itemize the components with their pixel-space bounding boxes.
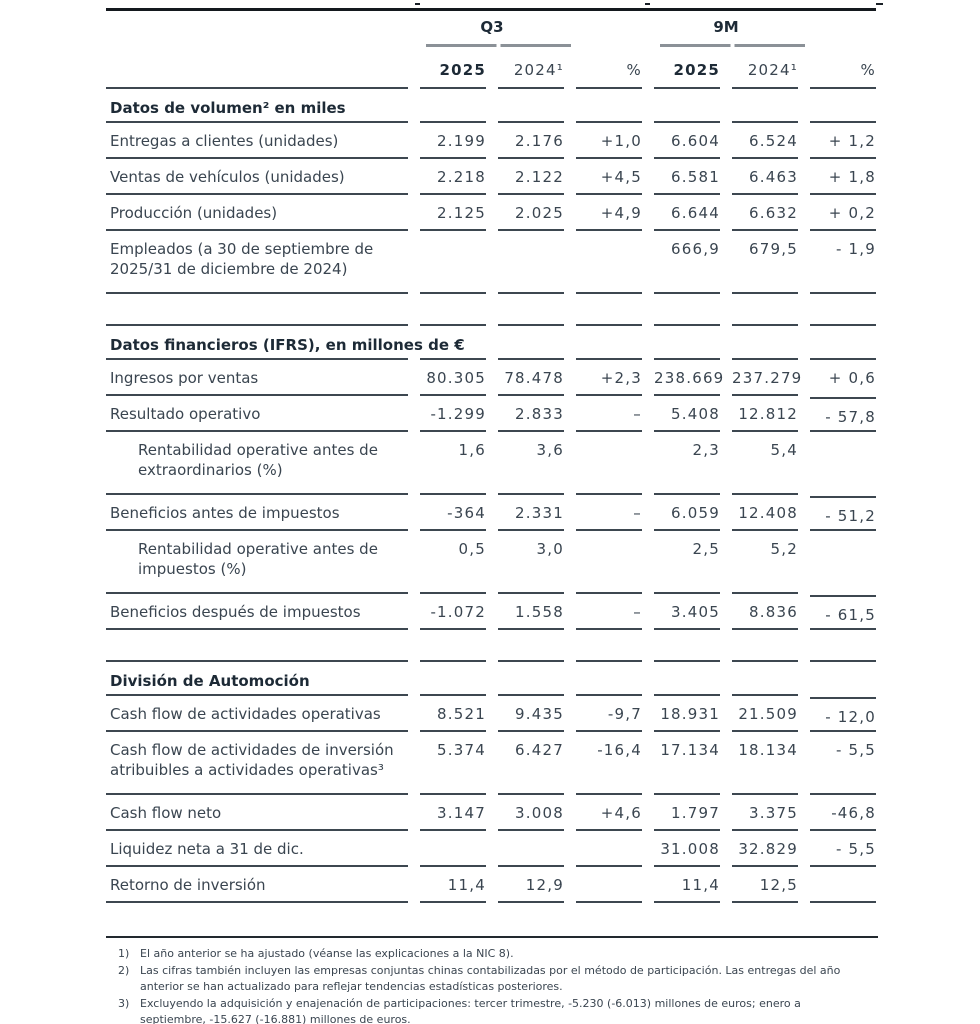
footnote xyxy=(106,996,878,1024)
cell-value xyxy=(810,324,876,358)
table-row xyxy=(106,694,876,730)
table-row xyxy=(106,394,876,430)
cell-value xyxy=(732,901,798,911)
cell-value xyxy=(576,87,642,121)
footnote-number: 3) xyxy=(118,996,130,1010)
cell-value: - 5,5 xyxy=(810,730,876,793)
row-label: Beneficios después de impuestos xyxy=(106,592,408,628)
cell-value: 6.427 xyxy=(498,730,564,793)
cell-value: 21.509 xyxy=(732,694,798,730)
cell-value: 3.008 xyxy=(498,793,564,829)
row-label: Producción (unidades) xyxy=(106,193,408,229)
cell-value xyxy=(498,87,564,121)
table-row xyxy=(106,157,876,193)
cell-value xyxy=(732,628,798,660)
cell-value xyxy=(654,660,720,694)
footnotes xyxy=(106,936,878,1024)
row-label: Rentabilidad operative antes de extraordinarios (%) xyxy=(106,430,408,493)
cell-value: - 57,8 xyxy=(810,397,876,433)
cell-value: 12,5 xyxy=(732,865,798,901)
cell-value: 12.812 xyxy=(732,394,798,430)
cell-value xyxy=(810,87,876,121)
spacer-row xyxy=(106,292,876,324)
cell-value: -9,7 xyxy=(576,694,642,730)
cell-value: - 12,0 xyxy=(810,697,876,733)
footnote-number: 1) xyxy=(118,946,130,960)
cell-value xyxy=(810,628,876,660)
table-row xyxy=(106,193,876,229)
cell-value: -1.299 xyxy=(420,394,486,430)
cell-value xyxy=(498,628,564,660)
cell-value xyxy=(732,660,798,694)
col-group-label: 9M xyxy=(713,17,739,36)
cell-value: 11,4 xyxy=(420,865,486,901)
cell-value xyxy=(420,292,486,324)
col-header-q3-2025: 2025 xyxy=(439,60,486,79)
cell-value xyxy=(810,660,876,694)
row-label: Datos de volumen² en miles xyxy=(106,87,408,121)
cell-value xyxy=(810,292,876,324)
col-header-9m-2024: 2024¹ xyxy=(747,60,798,79)
cell-value: 6.604 xyxy=(654,121,720,157)
cell-value: 80.305 xyxy=(420,358,486,394)
cell-value xyxy=(420,829,486,865)
cell-value: 3,0 xyxy=(498,529,564,592)
cell-value: – xyxy=(576,394,642,430)
table-row xyxy=(106,592,876,628)
cell-value: 2.331 xyxy=(498,493,564,529)
cell-value xyxy=(576,529,642,592)
row-label xyxy=(106,47,408,87)
cell-value: 12.408 xyxy=(732,493,798,529)
cell-value xyxy=(732,292,798,324)
cell-value: - 1,9 xyxy=(810,229,876,292)
cell-value xyxy=(810,865,876,901)
cell-value: 5.408 xyxy=(654,394,720,430)
column-header-row xyxy=(106,47,876,87)
cell-value xyxy=(810,901,876,911)
cell-value xyxy=(420,901,486,911)
footnote-number: 2) xyxy=(118,963,130,977)
cell-value: 11,4 xyxy=(654,865,720,901)
cell-value xyxy=(732,87,798,121)
cell-value: 2.025 xyxy=(498,193,564,229)
cell-value xyxy=(576,865,642,901)
row-label: Resultado operativo xyxy=(106,394,408,430)
cell-value: - 5,5 xyxy=(810,829,876,865)
cell-value: 5,2 xyxy=(732,529,798,592)
cell-value: – xyxy=(576,592,642,628)
row-label: Cash flow de actividades operativas xyxy=(106,694,408,730)
cell-value: 18.134 xyxy=(732,730,798,793)
cell-value xyxy=(576,430,642,493)
cell-value xyxy=(420,87,486,121)
col-group-label: Q3 xyxy=(480,17,504,36)
cell-value xyxy=(576,628,642,660)
cell-value: 5.374 xyxy=(420,730,486,793)
cell-value: + 1,8 xyxy=(810,157,876,193)
cell-value: 238.669 xyxy=(654,358,720,394)
table-row xyxy=(106,793,876,829)
cell-value: 8.836 xyxy=(732,592,798,628)
cell-value: 6.059 xyxy=(654,493,720,529)
cell-value: 18.931 xyxy=(654,694,720,730)
cell-value xyxy=(576,901,642,911)
table-row xyxy=(106,865,876,901)
section-header-row xyxy=(106,87,876,121)
col-header-9m-pct: % xyxy=(860,60,876,79)
cell-value: + 0,6 xyxy=(810,358,876,394)
cell-value: + 0,2 xyxy=(810,193,876,229)
footnote-divider xyxy=(106,936,878,938)
cell-value: 3.147 xyxy=(420,793,486,829)
cell-value xyxy=(654,901,720,911)
table-row xyxy=(106,121,876,157)
column-group-row xyxy=(106,11,876,47)
col-header-q3-2024: 2024¹ xyxy=(513,60,564,79)
crop-tick xyxy=(415,3,420,5)
cell-value xyxy=(498,292,564,324)
cell-value: -1.072 xyxy=(420,592,486,628)
cell-value xyxy=(576,292,642,324)
cell-value: 12,9 xyxy=(498,865,564,901)
cell-value: – xyxy=(576,493,642,529)
financial-summary-table xyxy=(106,8,876,903)
table-bottom-border xyxy=(106,901,876,903)
row-label xyxy=(106,292,408,324)
cell-value: 2.218 xyxy=(420,157,486,193)
cell-value: 237.279 xyxy=(732,358,798,394)
cell-value xyxy=(732,324,798,358)
cell-value: 2.122 xyxy=(498,157,564,193)
cell-value: +4,5 xyxy=(576,157,642,193)
cell-value xyxy=(420,628,486,660)
cell-value: 1.558 xyxy=(498,592,564,628)
spacer-row xyxy=(106,628,876,660)
cell-value: -364 xyxy=(420,493,486,529)
table-row xyxy=(106,529,876,592)
row-label: Retorno de inversión xyxy=(106,865,408,901)
cell-value xyxy=(654,324,720,358)
table-row xyxy=(106,829,876,865)
cell-value xyxy=(498,324,564,358)
table-row xyxy=(106,358,876,394)
row-label xyxy=(106,628,408,660)
row-label: Liquidez neta a 31 de dic. xyxy=(106,829,408,865)
cell-value: 6.644 xyxy=(654,193,720,229)
cell-value xyxy=(576,660,642,694)
row-label: Beneficios antes de impuestos xyxy=(106,493,408,529)
cell-value: -46,8 xyxy=(810,793,876,829)
cell-value: 2.176 xyxy=(498,121,564,157)
footnote xyxy=(106,963,878,995)
cell-value: 666,9 xyxy=(654,229,720,292)
cell-value xyxy=(654,628,720,660)
table-body xyxy=(106,87,876,903)
section-header-row xyxy=(106,660,876,694)
row-label: Entregas a clientes (unidades) xyxy=(106,121,408,157)
table-row xyxy=(106,493,876,529)
cell-value: 9.435 xyxy=(498,694,564,730)
cell-value: 679,5 xyxy=(732,229,798,292)
cell-value: 1,6 xyxy=(420,430,486,493)
cell-value: +4,9 xyxy=(576,193,642,229)
cell-value xyxy=(420,324,486,358)
cell-value xyxy=(576,229,642,292)
cell-value xyxy=(420,660,486,694)
cell-value: -16,4 xyxy=(576,730,642,793)
crop-tick xyxy=(645,3,650,5)
cell-value: +1,0 xyxy=(576,121,642,157)
col-header-q3-pct: % xyxy=(626,60,642,79)
col-group-q3 xyxy=(420,11,564,47)
cell-value xyxy=(498,901,564,911)
cell-value: 0,5 xyxy=(420,529,486,592)
cell-value: - 61,5 xyxy=(810,595,876,631)
cell-value: 3.375 xyxy=(732,793,798,829)
cell-value: 6.524 xyxy=(732,121,798,157)
footnote-text: Excluyendo la adquisición y enajenación de participaciones: tercer trimestre, -5.230 (-6.013) millones de euros; enero a septiembre, -15.627 (-16.881) millones de euros. xyxy=(140,996,801,1024)
table-row xyxy=(106,730,876,793)
row-label: Cash flow neto xyxy=(106,793,408,829)
cell-value: 78.478 xyxy=(498,358,564,394)
cell-value: 32.829 xyxy=(732,829,798,865)
cell-value: 6.632 xyxy=(732,193,798,229)
cell-value xyxy=(654,87,720,121)
cell-value xyxy=(576,324,642,358)
table-row xyxy=(106,430,876,493)
cell-value: 17.134 xyxy=(654,730,720,793)
cell-value: 3,6 xyxy=(498,430,564,493)
cell-value xyxy=(420,229,486,292)
cell-value xyxy=(654,292,720,324)
cell-value: - 51,2 xyxy=(810,496,876,532)
col-group-9m xyxy=(654,11,798,47)
cell-value xyxy=(810,529,876,592)
cell-value: 6.581 xyxy=(654,157,720,193)
cell-value: 6.463 xyxy=(732,157,798,193)
row-label: División de Automoción xyxy=(106,660,408,694)
col-header-9m-2025: 2025 xyxy=(673,60,720,79)
cell-value: +2,3 xyxy=(576,358,642,394)
footnote-text: El año anterior se ha ajustado (véanse las explicaciones a la NIC 8). xyxy=(140,946,514,960)
cell-value: 8.521 xyxy=(420,694,486,730)
section-header-row xyxy=(106,324,876,358)
row-label: Ventas de vehículos (unidades) xyxy=(106,157,408,193)
row-label xyxy=(106,901,408,911)
cell-value xyxy=(498,229,564,292)
cell-value xyxy=(576,829,642,865)
row-label: Rentabilidad operative antes de impuestos (%) xyxy=(106,529,408,592)
cell-value: + 1,2 xyxy=(810,121,876,157)
footnote-text: Las cifras también incluyen las empresas conjuntas chinas contabilizadas por el método de participación. Las entregas del año anterior se han actualizado para reflejar tendencias estadísticas posteriores. xyxy=(140,963,841,993)
row-label: Ingresos por ventas xyxy=(106,358,408,394)
crop-tick xyxy=(876,3,883,5)
cell-value: 2,3 xyxy=(654,430,720,493)
cell-value: 2.833 xyxy=(498,394,564,430)
cell-value xyxy=(498,660,564,694)
table-row xyxy=(106,229,876,292)
row-label: Datos financieros (IFRS), en millones de € xyxy=(106,324,408,358)
cell-value: 1.797 xyxy=(654,793,720,829)
cell-value: +4,6 xyxy=(576,793,642,829)
cell-value xyxy=(810,430,876,493)
row-label: Empleados (a 30 de septiembre de 2025/31 de diciembre de 2024) xyxy=(106,229,408,292)
cell-value: 31.008 xyxy=(654,829,720,865)
cell-value: 5,4 xyxy=(732,430,798,493)
footnote xyxy=(106,946,878,962)
cell-value: 2.199 xyxy=(420,121,486,157)
cell-value: 2,5 xyxy=(654,529,720,592)
cell-value xyxy=(498,829,564,865)
cell-value: 3.405 xyxy=(654,592,720,628)
row-label: Cash flow de actividades de inversión atribuibles a actividades operativas³ xyxy=(106,730,408,793)
cell-value: 2.125 xyxy=(420,193,486,229)
